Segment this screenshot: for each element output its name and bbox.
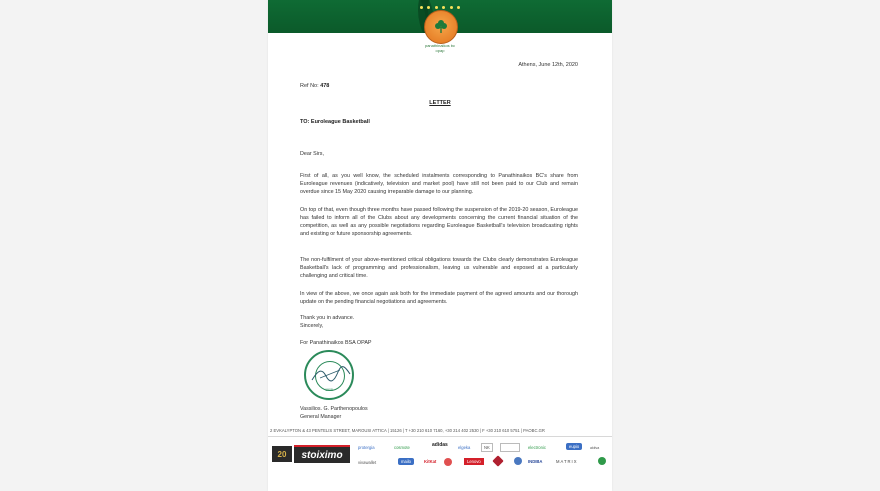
shamrock-icon (433, 18, 449, 34)
sponsor-blue-circle-logo (514, 457, 522, 465)
sponsor-aktiva: aktiva (590, 446, 600, 450)
signer-title: General Manager (300, 414, 342, 420)
paragraph-2: On top of that, even though three months have passed following the suspension of the 2019-20 season, Euroleague has failed to inform all of the Clubs about any developments concerning the current financial situation of the competition, as well as any possible negotiations regarding Euroleague Basketball's television broadcasting rights and existing or future sponsorship agreements. (300, 207, 578, 237)
ref-label: Ref No: (300, 83, 319, 89)
sponsor-green-circle-logo (598, 457, 606, 465)
basketball-line-decoration (298, 0, 434, 33)
sponsor-matrix: MATRIX (556, 459, 578, 464)
club-sponsor: opap (435, 48, 445, 53)
paragraph-3: The non-fulfilment of your above-mentioned critical obligations towards the Clubs clearly demonstrates Euroleague Basketball's lack of programming and professionalism, leaving us vulnerable and exposed at a particularly challenging and critical time. (300, 257, 578, 279)
sponsor-elgeka: elgeka (458, 445, 471, 450)
sponsor-protergia: protergia (358, 445, 375, 450)
sponsor-lenovo: Lenovo (464, 458, 484, 465)
club-name: panathinaikos bc (424, 43, 456, 48)
signature-icon (310, 366, 352, 384)
sponsor-kitkat: KitKat (424, 459, 437, 464)
main-sponsor-logo (272, 445, 350, 463)
sponsor-diamond-logo (492, 455, 503, 466)
closing-sincerely: Sincerely, (300, 323, 324, 329)
closing (300, 314, 578, 330)
anniversary-badge: 20 (272, 446, 292, 462)
letter-page (268, 0, 612, 491)
ref-value: 478 (320, 83, 330, 89)
sponsor-electronic: electronic (528, 445, 546, 450)
paragraph-1: First of all, as you well know, the scheduled instalments corresponding to Panathinaikos BC's share from Euroleague revenues (indicatively, television and market pool) have still not been paid to our Club and remain overdue since 15 May 2020 causing irreparable damage to our planning. (300, 173, 578, 195)
sponsor-vivawallet: vivawallet (358, 460, 377, 465)
paragraph-4: In view of the above, we once again ask both for the immediate payment of the agreed amounts and our thorough update on the pending financial negotiations and agreements. (300, 291, 578, 305)
sponsor-eupio: eupio (566, 443, 582, 450)
for-line: For Panathinaikos BSA OPAP (300, 340, 372, 346)
sponsor-nk: NK (481, 443, 493, 452)
sponsor-red-circle-logo (444, 458, 452, 466)
signer-name: Vassilios. G. Parthenopoulos (300, 406, 368, 412)
sponsor-indiba: INDIBA (528, 459, 543, 464)
sponsor-adidas: adidas (432, 442, 448, 448)
stoiximo-logo: stoiximo (294, 445, 350, 463)
recipient: TO: Euroleague Basketball (300, 119, 370, 125)
closing-thanks: Thank you in advance. (300, 315, 355, 321)
sponsor-mailo: mailo (398, 458, 414, 465)
club-caption (400, 43, 480, 53)
club-logo-icon (424, 10, 458, 44)
reference-number (300, 83, 329, 89)
salutation: Dear Sirs, (300, 151, 324, 157)
seal-year: 1908 (325, 388, 333, 392)
footer-address: 2 EVKALYPTON & 43 PENTELIS STREET, MAROUSI ATTICA | 15126 | T +30 210 610 7160, +30 214 402 2530 | F +30 210 610 5751 | PAOBC.GR (268, 428, 612, 437)
sponsor-box-logo (500, 443, 520, 452)
sponsor-logos (268, 440, 612, 470)
letter-title: LETTER (429, 100, 451, 106)
letter-date: Athens, June 12th, 2020 (518, 62, 578, 68)
signature-block (300, 405, 368, 421)
sponsor-cosmote: cosmote (394, 445, 410, 450)
company-seal-stamp-icon (304, 350, 354, 400)
